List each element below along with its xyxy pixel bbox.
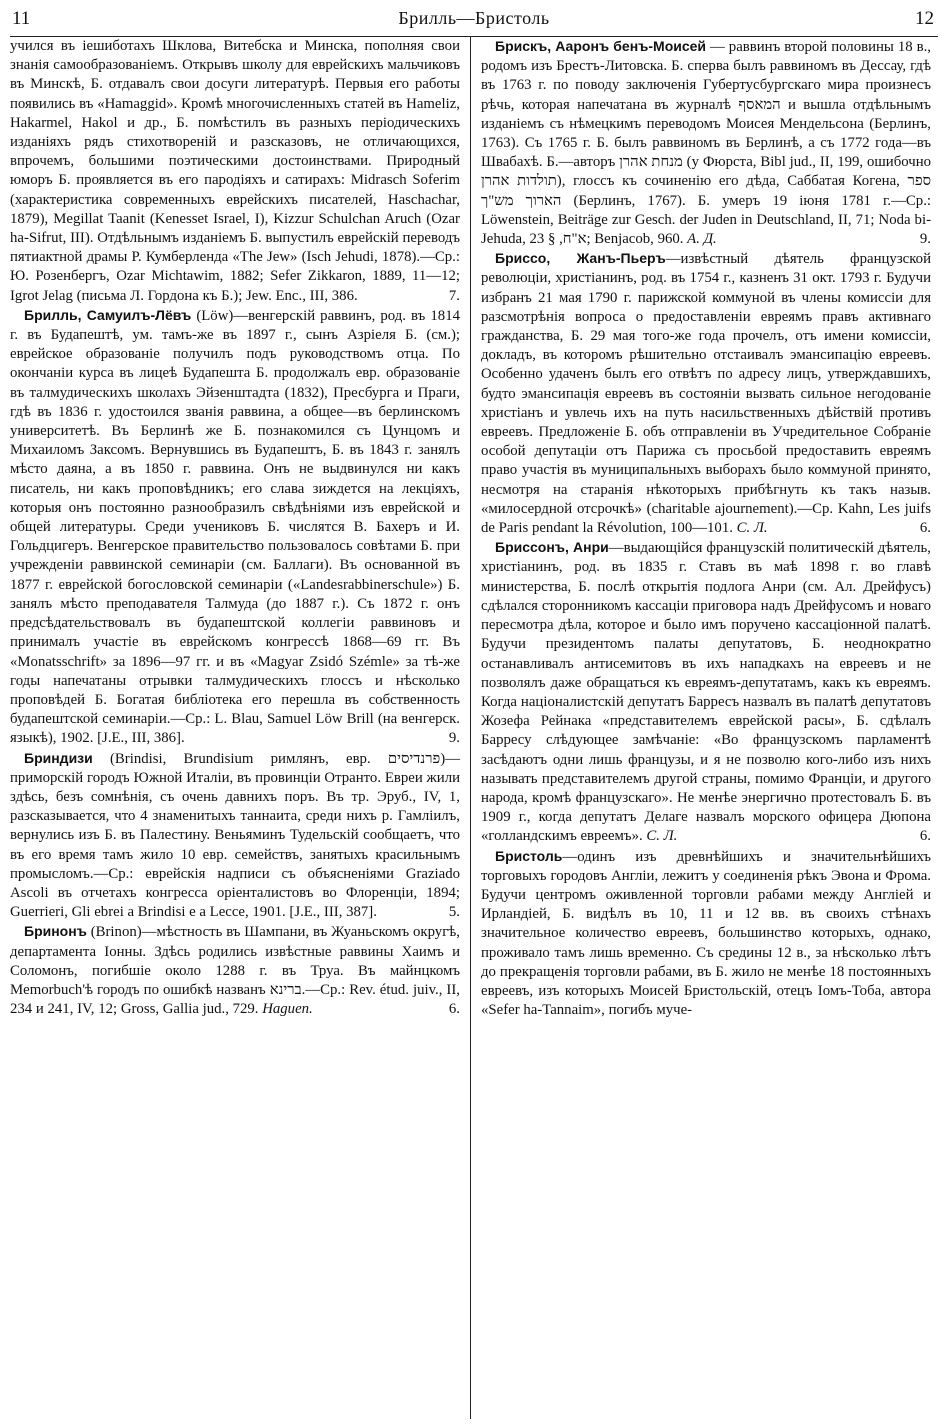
- article-bristol: [481, 847, 931, 1021]
- article-number: 6.: [919, 520, 931, 537]
- article-signature: С. Л.: [736, 520, 768, 537]
- article-brisk: [481, 37, 931, 249]
- article-number: 7.: [448, 287, 460, 304]
- article-brinon: [10, 922, 460, 1019]
- running-title: Брилль—Бристоль: [398, 8, 550, 28]
- right-column: [471, 37, 931, 1419]
- article-headword: Бриссонъ, Анри: [495, 539, 609, 556]
- article-number: 6.: [448, 1001, 460, 1018]
- article-headword: Бринонъ: [24, 923, 87, 940]
- page-header: [10, 6, 938, 37]
- left-column: [10, 37, 470, 1419]
- article-body: (Löw)—венгерскiй раввинъ, род. въ 1814 г. въ Будапештѣ, ум. тамъ-же въ 1897 г., сынъ Азрiеля Б. (см.); еврейское образованiе получилъ подъ руководствомъ отца. По окончанiи курса въ лицеѣ Будапешта Б. продолжалъ евр. образованiе въ талмудическихъ школахъ Эйзенштадта (1832), Пресбурга и Праги, гдѣ въ 1836 г. удостоился званiя раввина, а общее—въ берлинскомъ университетѣ. Въ Берлинѣ же Б. познакомился съ Цунцомъ и Михаиломъ Заксомъ. Вернувшись въ Будапештъ, Б. въ 1843 г. занялъ мѣсто даяна, а въ 1850 г. раввина. Онъ не выдвинулся ни какъ писатель, ни какъ проповѣдникъ; его слава зиждется на лекцiяхъ, которыя онъ постоянно разнообразилъ свѣдѣнiями изъ еврейской и общей литературы. Среди учениковъ Б. числятся В. Бахеръ и И. Гольдцигеръ. Венгерское правительство пользовалось совѣтами Б. при учрежденiи раввинской семинарiи (см. Баллаги). Въ основанной въ 1877 г. еврейской богословской семинарiи («Landesrabbinerschule») Б. занялъ мѣсто преподавателя Талмуда (до 1887 г.). Съ 1872 г. онъ предсѣдательствовалъ въ будапештской коллегiи раввиновъ и принималъ участiе въ еврейскомъ конгрессѣ 1868—69 гг. Въ «Monatsschrift» за 1896—97 гг. и въ «Magyar Zsidó Szémle» за тѣ-же годы напечатаны отрывки талмудическихъ глоссъ и нѣсколько проповѣдей Б. Богатая библiотека его перешла въ собственность будапештской семинарiи.—Ср.: L. Blau, Samuel Löw Brill (на венгерск. языкѣ), 1902. [J.E., III, 386].: [10, 307, 460, 747]
- article-signature: А. Д.: [687, 231, 717, 248]
- article-headword: Бристоль: [495, 847, 563, 864]
- article-brissot: [481, 249, 931, 538]
- article-number: 9.: [919, 231, 931, 248]
- article-headword: Брискъ, Ааронъ бенъ-Моисей: [495, 38, 707, 54]
- article-headword: Бриндизи: [24, 749, 93, 766]
- article-body: —извѣстный дѣятель французской революцiи, христiанинъ, род. въ 1754 г., казненъ 31 окт. 1793 г. Будучи избранъ 21 мая 1790 г. парижской коммуной въ члены комиссiи для разсмотрѣнiя вопроса о предоставленiи евреямъ правъ активнаго гражданства, Б. 29 мая того-же года прочелъ, отъ имени комиссiи, докладъ, въ которомъ рѣшительно отстаивалъ эмансипацiю евреевъ. Особенно удаченъ былъ его отвѣтъ по адресу лицъ, утверждавшихъ, будто эмансипацiя евреевъ въ состоянiи вызвать сильное негодованiе христiанъ и увлечь ихъ на путь насильственныхъ дѣйствiй противъ евреевъ. Предложенiе Б. объ отправленiи въ Учредительное Собранiе особой депутацiи отъ Парижа съ просьбой предоставить евреямъ право участiя въ муниципальныхъ выборахъ было коммуной принято, несмотря на старанiя нѣкоторыхъ прибѣгнуть къ такъ назыв. «милосердной отсрочкѣ» (charitable ajournement).—Ср. Kahn, Les juifs de Paris pendant la Révolution, 100—101.: [481, 251, 931, 537]
- article-body: (Brindisi, Brundisium римлянъ, евр. פרנדיסים)—приморскiй городъ Южной Италiи, въ провинцiи Отранто. Евреи жили здѣсь, безъ сомнѣнiя, съ очень давнихъ поръ. Въ тр. Эруб., IV, 1, разсказывается, что 4 знаменитыхъ таннаита, среди нихъ р. Гамлiилъ, вернулись изъ Б. въ Палестину. Веньяминъ Тудельскiй сообщаетъ, что въ его время тамъ жило 10 евр. семействъ, занятыхъ красильнымъ промысломъ.—Ср.: еврейскiя надписи съ объясненiями Graziado Ascoli въ отчетахъ конгресса орiенталистовъ во Флоренцiи, 1894; Guerrieri, Gli ebrei a Brindisi e a Lecce, 1901. [J.E., III, 387].: [10, 750, 460, 921]
- page-number-right: 12: [915, 8, 934, 29]
- article-number: 5.: [448, 904, 460, 921]
- continued-article-text: учился въ iешиботахъ Шклова, Витебска и Минска, пополняя свои знанiя самообразованiемъ. Открывъ школу для еврейскихъ мальчиковъ въ Минскѣ, Б. отдавалъ свои досуги литературѣ. Первыя его работы появились въ «Hamaggid». Кромѣ многочисленныхъ статей въ Hameliz, Hakarmel, Hakol и др., Б. помѣстилъ въ разныхъ перiодическихъ изданiяхъ рядъ стихотворенiй и разсказовъ, не отличающихся, впрочемъ, большими поэтическими достоинствами. Природный юморъ Б. проявляется въ его пародiяхъ и сатирахъ: Midrasch Soferim (характеристика современныхъ еврейскихъ писателей, Haschachar, 1879), Megillat Taanit (Kenesset Israel, I), Kizzur Schulchan Aruch (Ozar ha-Sifrut, III). Отдѣльнымъ изданiемъ Б. выпустилъ еврейскiй переводъ пятиактной драмы Р. Кумберленда «The Jew» (Isch Jehudi, 1878).—Ср.: Ю. Розенбергъ, Ozar Michtawim, 1882; Sefer Zikkaron, 1889, 11—12; Igrot Jelag (письма Л. Гордона къ Б.); Jew. Enc., III, 386.: [10, 38, 460, 304]
- page-number-left: 11: [12, 8, 31, 29]
- article-body: —одинъ изъ древнѣйшихъ и значительнѣйшихъ торговыхъ городовъ Англiи, лежитъ у соединенiя рѣкъ Эвона и Фрома. Будучи центромъ оживленной торговли рабами между Англiей и Ирландiей, Б. видѣлъ въ 10, 11 и 12 вв. въ своихъ стѣнахъ значительное количество евреевъ, большинство которыхъ, однако, проживало тамъ лишь временно. Съ средины 12 в., за нѣсколько лѣтъ до прекращенiя торговли рабами, въ Б. жило не менѣе 18 постоянныхъ евреевъ, изъ которыхъ Моисей Бристольскiй, отецъ Іомъ-Тоба, автора «Sefer ha-Tannaim», погибъ муче-: [481, 848, 931, 1019]
- continued-article: [10, 37, 460, 306]
- article-signature: С. Л.: [646, 828, 678, 845]
- article-brindisi: [10, 749, 460, 923]
- article-number: 9.: [448, 730, 460, 747]
- article-body: — раввинъ второй половины 18 в., родомъ изъ Брестъ-Литовска. Б. сперва былъ раввиномъ въ Дессау, гдѣ въ 1763 г. по поводу заключенiя Губертусбургскаго мира произнесъ рѣчь, которая напечатана въ журналѣ המאסף и вышла отдѣльнымъ изданiемъ съ нѣмецкимъ переводомъ Моисея Мендельсона (Берлинъ, 1763). Съ 1765 г. Б. былъ раввиномъ въ Берлинѣ, а съ 1772 года—въ Швабахѣ. Б.—авторъ מנחת אהרן (у Фюрста, Bibl jud., II, 199, ошибочно תולדות אהרן), глоссъ къ сочиненiю его дѣда, Саббатая Когена, ספר הארוך מש"ך (Берлинъ, 1767). Б. умеръ 19 iюня 1781 г.—Ср.: Löwenstein, Beiträge zur Gesch. der Juden in Deutschland, II, 71; Noda bi-Jehuda, א"ח, § 23; Benjacob, 960.: [481, 39, 931, 248]
- article-signature: Haguen.: [262, 1001, 313, 1018]
- two-column-body: [10, 37, 938, 1419]
- article-body: (Brinon)—мѣстность въ Шампани, въ Жуаньскомъ округѣ, департамента Іонны. Здѣсь родились извѣстные раввины Хаимъ и Соломонъ, погибшiе около 1288 г. въ Труа. Въ майнцкомъ Memorbuch'ѣ городъ по ошибкѣ названъ ברינא.—Ср.: Rev. étud. juiv., II, 234 и 241, IV, 12; Gross, Gallia jud., 729.: [10, 924, 460, 1018]
- article-headword: Бриссо, Жанъ-Пьеръ: [495, 250, 666, 267]
- article-brill: [10, 306, 460, 749]
- article-body: —выдающiйся французскiй политическiй дѣятель, христiанинъ, род. въ 1835 г. Ставъ въ маѣ 1898 г. во главѣ министерства, Б. послѣ открытiя подлога Анри (см. Ал. Дрейфусъ) сдѣлался сторонникомъ кассацiи приговора надъ Дрейфусомъ и новаго пересмотра дѣла, которое и было имъ поручено кассацiонной палатѣ. Будучи президентомъ палаты депутатовъ, Б. неоднократно останавливалъ антисемитовъ въ ихъ нападкахъ на евреевъ и не позволялъ даже обращаться къ евреямъ-депутатамъ, какъ къ евреямъ. Когда нацiоналистскiй депутатъ Барресъ назвалъ въ палатѣ депутатовъ Жозефа Рейнака «представителемъ еврейской расы», Б. сдѣлалъ Барресу слѣдующее замѣчанiе: «Во французскомъ парламентѣ засѣдаютъ одни лишь французы, и я не позволю кого-либо изъ нихъ называть представителемъ другой страны, помимо Францiи, и другого народа, кромѣ французскаго». Не менѣе энергично протестовалъ Б. въ 1909 г., когда депутатъ Делаге назвалъ морского офицера Дюпона «голландскимъ евреемъ».: [481, 540, 931, 845]
- article-number: 6.: [919, 828, 931, 845]
- article-headword: Брилль, Самуилъ-Лёвъ: [24, 306, 192, 323]
- article-brisson: [481, 538, 931, 846]
